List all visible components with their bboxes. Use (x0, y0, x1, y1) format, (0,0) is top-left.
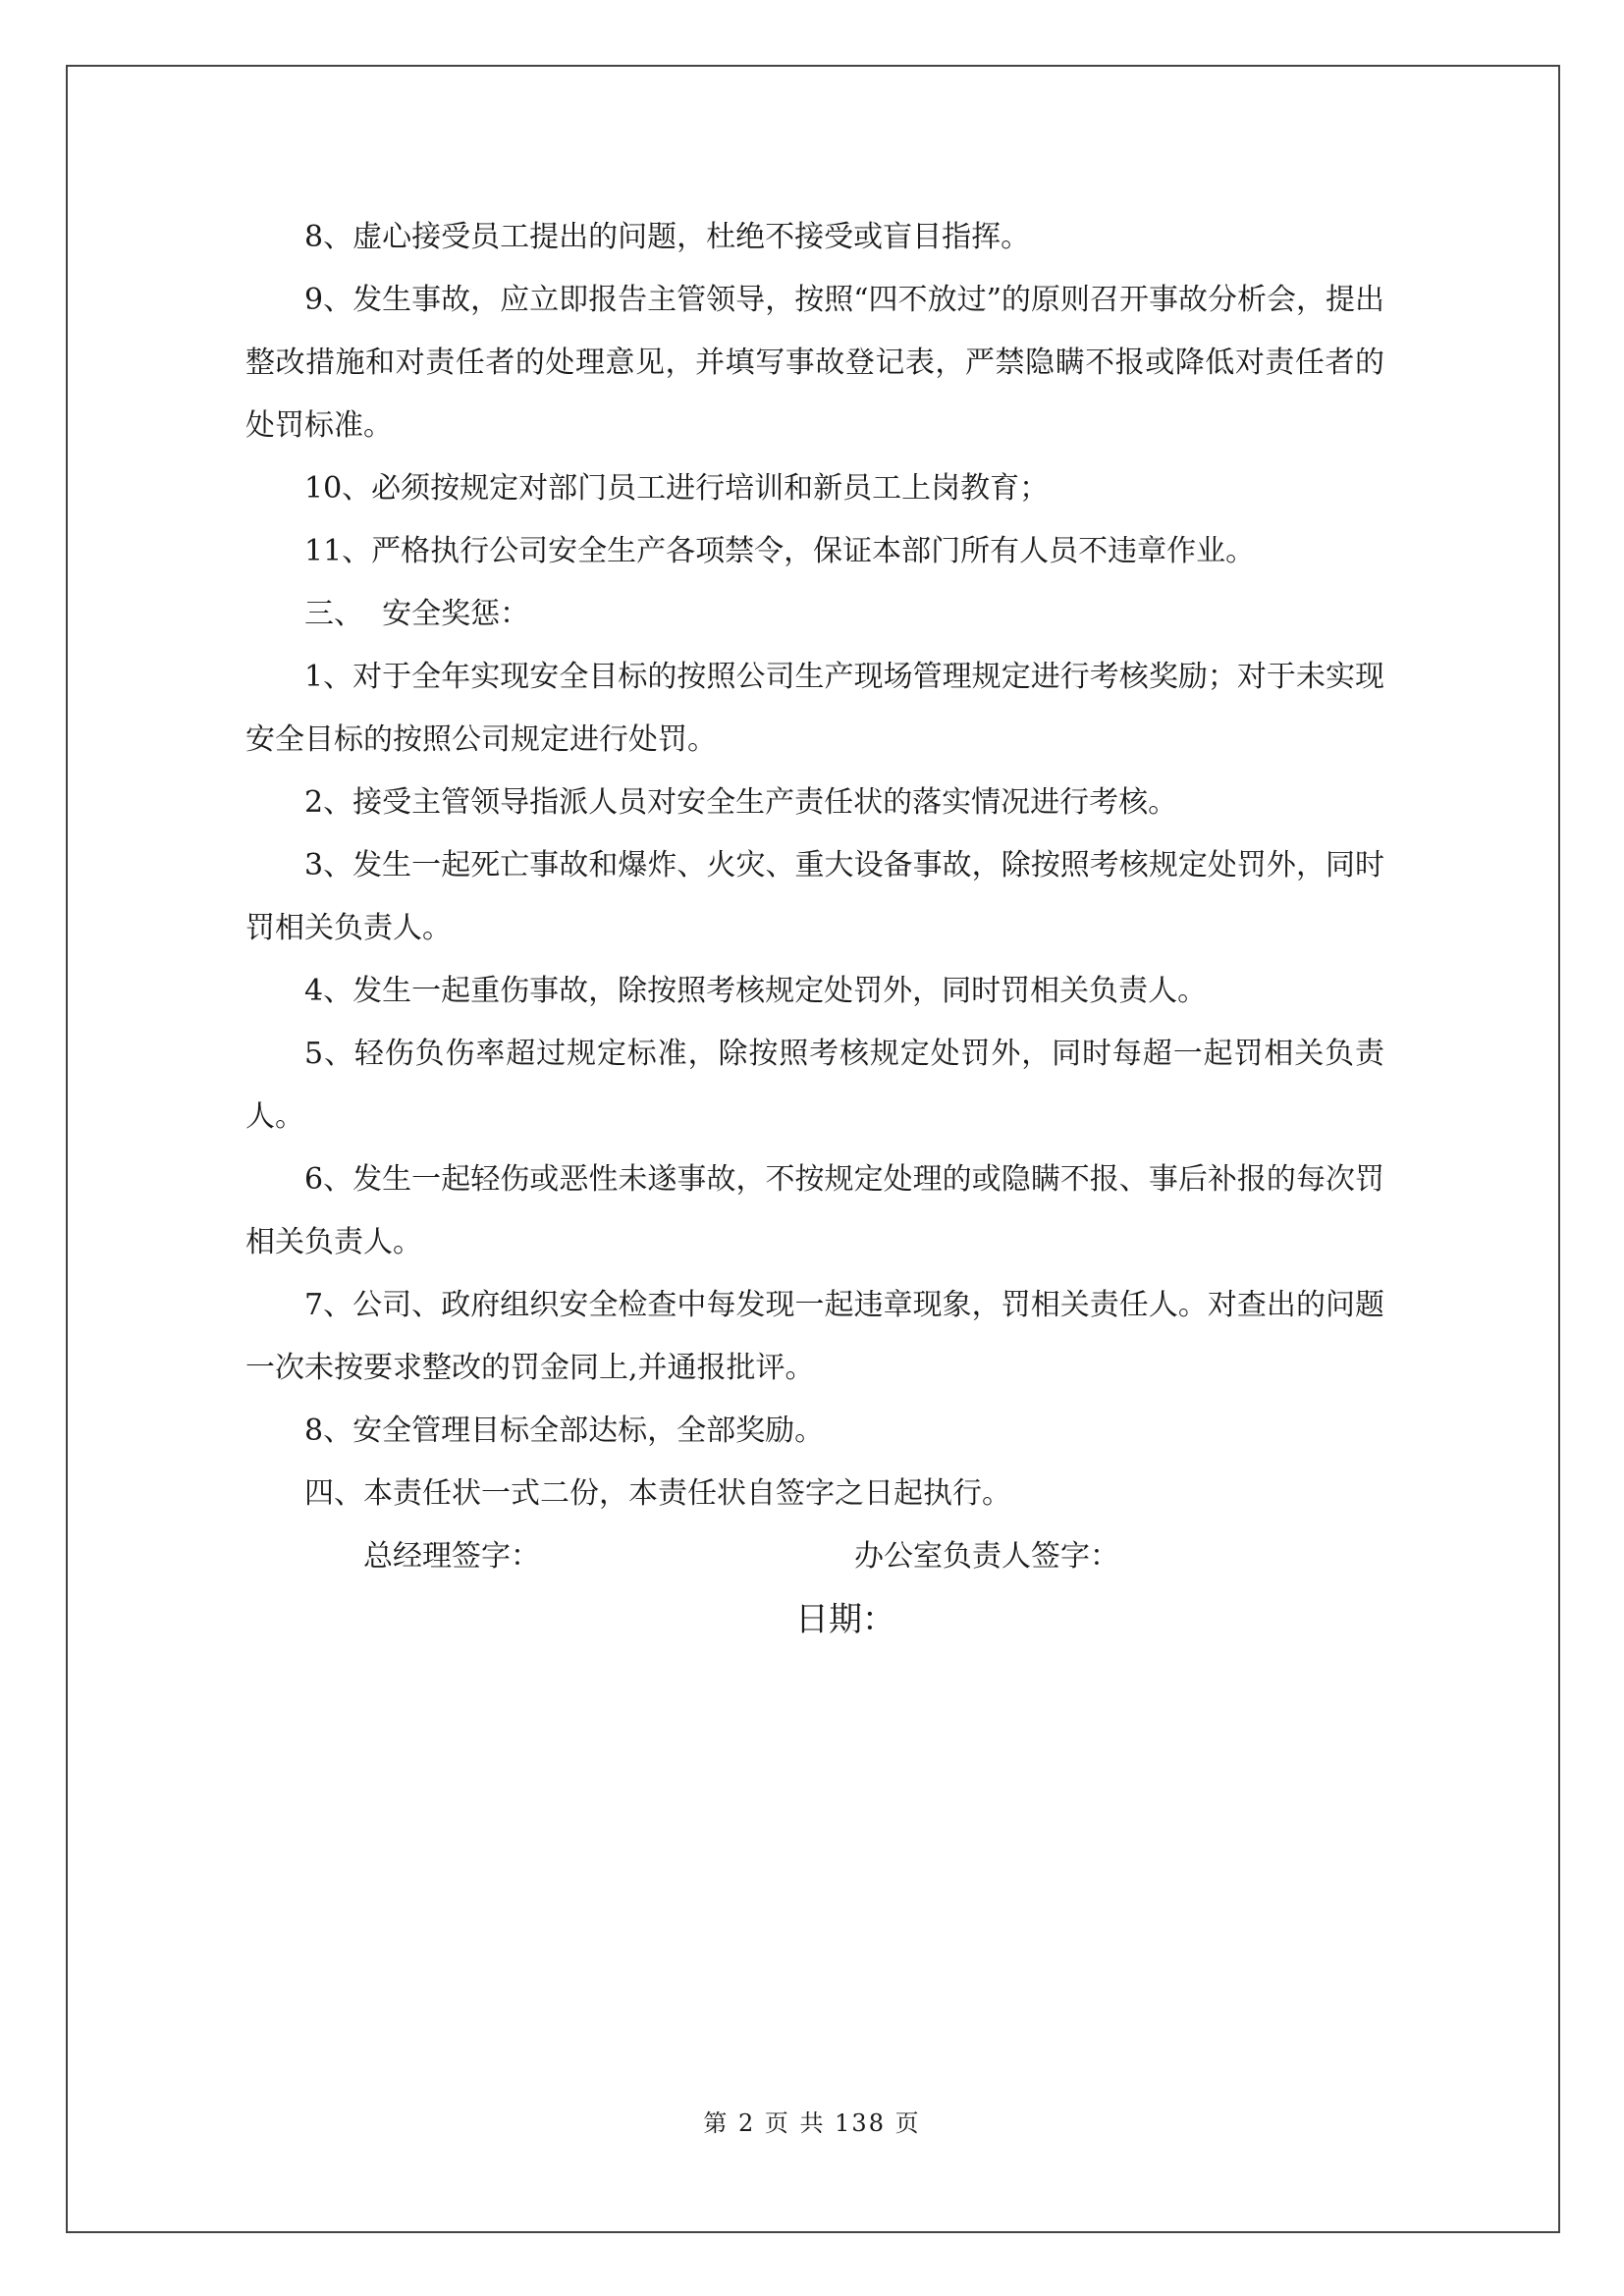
signature-row (245, 1525, 1384, 1588)
paragraph: 10、必须按规定对部门员工进行培训和新员工上岗教育； (304, 471, 1050, 506)
paragraph: 四、本责任状一式二份，本责任状自签字之日起执行。 (304, 1476, 1011, 1511)
paragraph: 3、发生一起死亡事故和爆炸、火灾、重大设备事故，除按照考核规定处罚外，同时罚相关负责人。 (245, 848, 1384, 945)
paragraph: 8、安全管理目标全部达标，全部奖励。 (304, 1414, 825, 1448)
paragraph: 5、轻伤负伤率超过规定标准，除按照考核规定处罚外，同时每超一起罚相关负责人。 (245, 1037, 1384, 1134)
paragraph: 4、发生一起重伤事故，除按照考核规定处罚外，同时罚相关负责人。 (304, 974, 1208, 1008)
page-footer: 第 2 页 共 138 页 (703, 2109, 921, 2137)
paragraph: 9、发生事故，应立即报告主管领导，按照“四不放过”的原则召开事故分析会，提出整改措施和对责任者的处理意见，并填写事故登记表，严禁隐瞒不报或降低对责任者的处罚标准。 (245, 283, 1384, 443)
paragraph: 2、接受主管领导指派人员对安全生产责任状的落实情况进行考核。 (304, 785, 1178, 820)
paragraph: 7、公司、政府组织安全检查中每发现一起违章现象，罚相关责任人。对查出的问题一次未按要求整改的罚金同上,并通报批评。 (245, 1288, 1384, 1385)
general-manager-signature-label: 总经理签字： (363, 1539, 540, 1574)
office-head-signature-label: 办公室负责人签字： (854, 1539, 1119, 1574)
paragraph: 11、严格执行公司安全生产各项禁令，保证本部门所有人员不违章作业。 (304, 534, 1256, 568)
paragraph: 8、虚心接受员工提出的问题，杜绝不接受或盲目指挥。 (304, 220, 1031, 254)
section-heading: 三、 安全奖惩： (304, 597, 530, 631)
paragraph: 6、发生一起轻伤或恶性未遂事故，不按规定处理的或隐瞒不报、事后补报的每次罚相关负责人。 (245, 1162, 1384, 1259)
date-label: 日期： (795, 1600, 895, 1639)
document-body (245, 206, 1384, 1651)
paragraph: 1、对于全年实现安全目标的按照公司生产现场管理规定进行考核奖励；对于未实现安全目标的按照公司规定进行处罚。 (245, 660, 1384, 757)
